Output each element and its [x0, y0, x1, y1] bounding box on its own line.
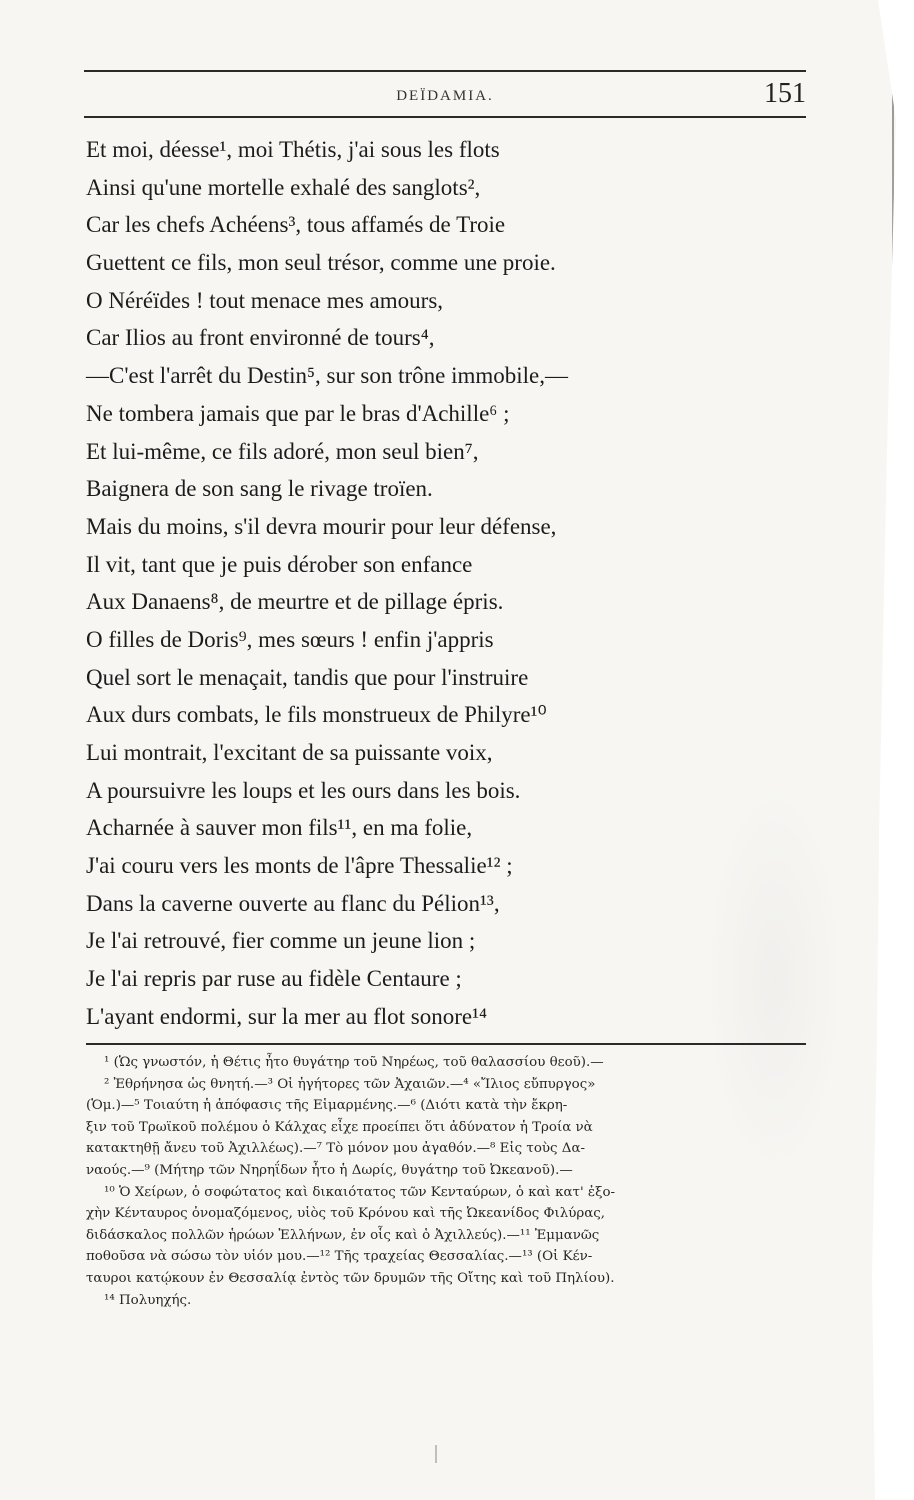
poem-line: Lui montrait, l'excitant de sa puissante voix, [86, 740, 493, 765]
poem-line: Dans la caverne ouverte au flanc du Pélion¹³, [86, 890, 500, 916]
footnotes [86, 1052, 822, 1311]
footnote-line: διδάσκαλος πολλῶν ἡρώων Ἑλλήνων, ἐν οἷς καὶ ὁ Ἀχιλλεύς).—¹¹ Ἐμμανῶς [86, 1227, 600, 1243]
footnote-line: ¹⁰ Ὁ Χείρων, ὁ σοφώτατος καὶ δικαιότατος τῶν Κενταύρων, ὁ καὶ κατ' ἐξο- [104, 1184, 616, 1200]
poem-line: Et lui-même, ce fils adoré, mon seul bien⁷, [86, 438, 479, 464]
footnote-line: (Ὁμ.)—⁵ Τοιαύτη ἡ ἀπόφασις τῆς Εἱμαρμένης.—⁶ (Διότι κατὰ τὴν ἔκρη- [86, 1098, 568, 1114]
footnote-line: ¹⁴ Πολυηχής. [104, 1292, 192, 1308]
page-header [84, 78, 806, 118]
poem-line: Aux Danaens⁸, de meurtre et de pillage épris. [86, 589, 504, 615]
footnote-line: ποθοῦσα νὰ σώσω τὸν υἱόν μου.—¹² Τῆς τραχείας Θεσσαλίας.—¹³ (Οἱ Κέν- [86, 1249, 593, 1265]
footnote-line: κατακτηθῇ ἄνευ τοῦ Ἀχιλλέως).—⁷ Τὸ μόνον μου ἀγαθόν.—⁸ Εἰς τοὺς Δα- [86, 1141, 586, 1157]
footnote-line: ² Ἐθρήνησα ὡς θνητή.—³ Οἱ ἡγήτορες τῶν Ἀχαιῶν.—⁴ «Ἴλιος εὔπυργος» [104, 1076, 596, 1092]
footnote-line: ¹ (Ὡς γνωστόν, ἡ Θέτις ἦτο θυγάτηρ τοῦ Νηρέως, τοῦ θαλασσίου θεοῦ).— [104, 1055, 604, 1070]
poem-line: Et moi, déesse¹, moi Thétis, j'ai sous les flots [86, 137, 500, 162]
poem-line: Je l'ai retrouvé, fier comme un jeune lion ; [86, 928, 476, 954]
poem-line: Je l'ai repris par ruse au fidèle Centaure ; [86, 966, 462, 992]
poem-line: Car les chefs Achéens³, tous affamés de Troie [86, 212, 506, 238]
poem-body [86, 131, 786, 1036]
poem-line: Baignera de son sang le rivage troïen. [86, 476, 433, 502]
poem-line: O filles de Doris⁹, mes sœurs ! enfin j'appris [86, 626, 494, 652]
poem-line: Il vit, tant que je puis dérober son enfance [86, 551, 473, 577]
poem-line: L'ayant endormi, sur la mer au flot sonore¹⁴ [86, 1003, 487, 1029]
poem-line: Aux durs combats, le fils monstrueux de Philyre¹⁰ [86, 702, 547, 728]
poem-line: —C'est l'arrêt du Destin⁵, sur son trône immobile,— [86, 363, 568, 389]
torn-page-edge [854, 0, 914, 1500]
running-head: DEÏDAMIA. [396, 88, 494, 104]
top-rule [84, 70, 806, 72]
header-rule [84, 116, 806, 118]
poem-line: A poursuivre les loups et les ours dans les bois. [86, 777, 521, 803]
poem-line: Ne tombera jamais que par le bras d'Achille⁶ ; [86, 400, 510, 426]
poem-line: Mais du moins, s'il devra mourir pour leur défense, [86, 513, 557, 539]
poem-line: Quel sort le menaçait, tandis que pour l'instruire [86, 664, 529, 690]
footnote-rule [86, 1043, 806, 1045]
poem-line: Guettent ce fils, mon seul trésor, comme une proie. [86, 250, 556, 276]
footnote-line: χὴν Κένταυρος ὀνομαζόμενος, υἱὸς τοῦ Κρόνου καὶ τῆς Ὠκεανίδος Φιλύρας, [86, 1206, 606, 1222]
footnote-line: ξιν τοῦ Τρωϊκοῦ πολέμου ὁ Κάλχας εἶχε προείπει ὅτι ἀδύνατον ἡ Τροία νὰ [86, 1119, 593, 1135]
poem-line: Ainsi qu'une mortelle exhalé des sanglots², [86, 174, 481, 200]
bottom-mark [435, 1445, 437, 1463]
footnote-line: ταυροι κατῴκουν ἐν Θεσσαλίᾳ ἐντὸς τῶν δρυμῶν τῆς Οἴτης καὶ τοῦ Πηλίου). [86, 1270, 615, 1286]
poem-line: O Néréïdes ! tout menace mes amours, [86, 287, 444, 313]
poem-line: J'ai couru vers les monts de l'âpre Thessalie¹² ; [86, 853, 513, 879]
footnote-line: ναούς.—⁹ (Μήτηρ τῶν Νηρηΐδων ἦτο ἡ Δωρίς, θυγάτηρ τοῦ Ὠκεανοῦ).— [86, 1162, 573, 1178]
page-number: 151 [764, 78, 806, 109]
poem-line: Acharnée à sauver mon fils¹¹, en ma folie, [86, 815, 473, 841]
poem-line: Car Ilios au front environné de tours⁴, [86, 325, 435, 351]
